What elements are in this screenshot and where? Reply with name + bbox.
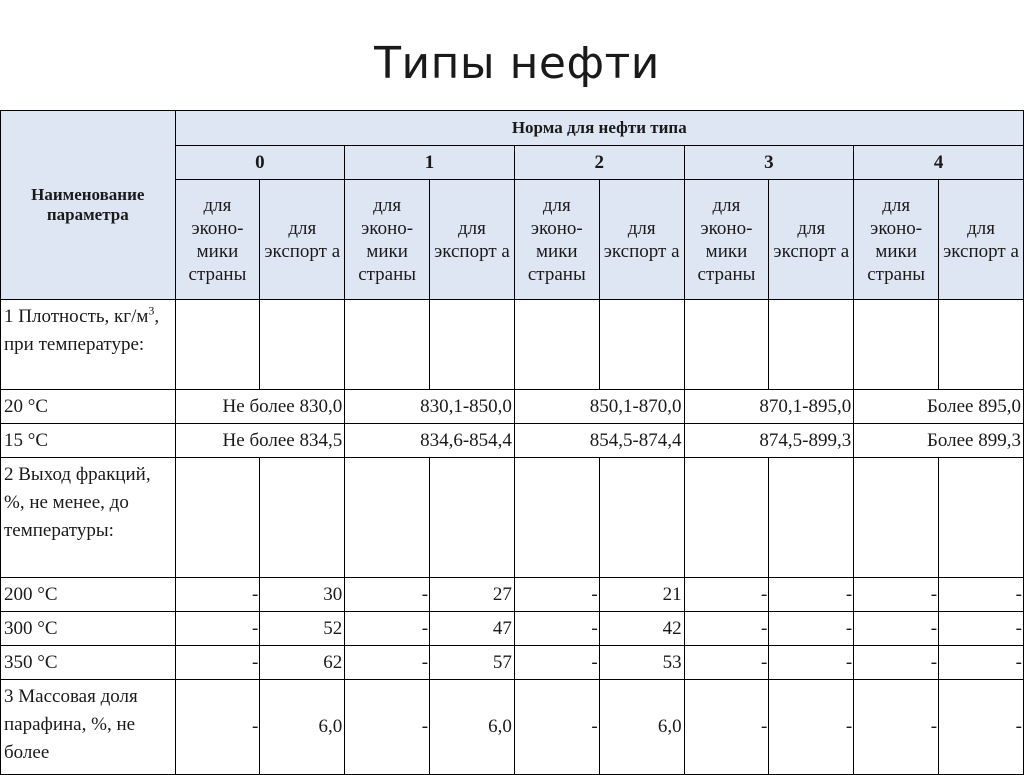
table-cell: - bbox=[514, 646, 599, 680]
table-cell: Не более 830,0 bbox=[175, 390, 345, 424]
table-cell: 6,0 bbox=[599, 680, 684, 775]
table-cell: - bbox=[684, 578, 769, 612]
oil-types-table bbox=[0, 110, 1024, 775]
table-cell: - bbox=[854, 646, 939, 680]
table-cell: - bbox=[684, 646, 769, 680]
table-cell: - bbox=[175, 578, 260, 612]
table-cell: - bbox=[514, 578, 599, 612]
row-label-f200: 200 °С bbox=[1, 578, 176, 612]
sub-domestic: для эконо-мики страны bbox=[514, 180, 599, 300]
table-cell: 52 bbox=[260, 612, 345, 646]
table-cell: - bbox=[939, 646, 1024, 680]
table-cell: 57 bbox=[430, 646, 515, 680]
table-cell: - bbox=[939, 578, 1024, 612]
type-header-0: 0 bbox=[175, 146, 345, 180]
table-cell: - bbox=[514, 680, 599, 775]
sub-export: для экспорт а bbox=[939, 180, 1024, 300]
table-cell: - bbox=[175, 612, 260, 646]
table-cell: - bbox=[939, 612, 1024, 646]
table-cell: - bbox=[769, 612, 854, 646]
type-header-2: 2 bbox=[514, 146, 684, 180]
table-cell: 834,6-854,4 bbox=[345, 424, 515, 458]
table-cell: - bbox=[769, 680, 854, 775]
table-cell: - bbox=[854, 612, 939, 646]
page-title: Типы нефти bbox=[374, 38, 660, 89]
table-cell: - bbox=[345, 578, 430, 612]
row-label-density: 1 Плотность, $кг/м^3$, при температуре: bbox=[1, 300, 176, 390]
table-cell: - bbox=[684, 680, 769, 775]
table-cell: 6,0 bbox=[260, 680, 345, 775]
row-label-t20: 20 °С bbox=[1, 390, 176, 424]
table-cell: 850,1-870,0 bbox=[514, 390, 684, 424]
table-cell: Не более 834,5 bbox=[175, 424, 345, 458]
table-cell: 27 bbox=[430, 578, 515, 612]
type-header-1: 1 bbox=[345, 146, 515, 180]
table-cell: 62 bbox=[260, 646, 345, 680]
type-header-3: 3 bbox=[684, 146, 854, 180]
table-cell: 874,5-899,3 bbox=[684, 424, 854, 458]
table-cell: 53 bbox=[599, 646, 684, 680]
table-cell: 42 bbox=[599, 612, 684, 646]
sub-domestic: для эконо-мики страны bbox=[854, 180, 939, 300]
table-cell: - bbox=[769, 646, 854, 680]
table-cell: 830,1-850,0 bbox=[345, 390, 515, 424]
table-cell: 21 bbox=[599, 578, 684, 612]
table-cell: - bbox=[514, 612, 599, 646]
param-name-header: Наименование параметра bbox=[1, 111, 176, 300]
sub-domestic: для эконо-мики страны bbox=[175, 180, 260, 300]
row-label-f300: 300 °С bbox=[1, 612, 176, 646]
table-cell: - bbox=[769, 578, 854, 612]
table-cell: 6,0 bbox=[430, 680, 515, 775]
sub-domestic: для эконо-мики страны bbox=[684, 180, 769, 300]
row-label-fractions: 2 Выход фракций, %, не менее, до температуры: bbox=[1, 458, 176, 578]
sub-domestic: для эконо-мики страны bbox=[345, 180, 430, 300]
table-cell: - bbox=[175, 680, 260, 775]
table-cell: Более 895,0 bbox=[854, 390, 1024, 424]
norm-header: Норма для нефти типа bbox=[175, 111, 1023, 146]
sub-export: для экспорт а bbox=[430, 180, 515, 300]
density-unit-sup: 3 bbox=[148, 303, 155, 318]
table-cell: - bbox=[345, 680, 430, 775]
row-label-f350: 350 °С bbox=[1, 646, 176, 680]
sub-export: для экспорт а bbox=[769, 180, 854, 300]
table-cell: 854,5-874,4 bbox=[514, 424, 684, 458]
type-header-4: 4 bbox=[854, 146, 1024, 180]
table-cell: 870,1-895,0 bbox=[684, 390, 854, 424]
table-cell: 47 bbox=[430, 612, 515, 646]
table-cell: - bbox=[345, 612, 430, 646]
table-cell: - bbox=[854, 578, 939, 612]
table-cell: - bbox=[684, 612, 769, 646]
table-cell: - bbox=[345, 646, 430, 680]
row-label-paraffin: 3 Массовая доля парафина, %, не более bbox=[1, 680, 176, 775]
sub-export: для экспорт а bbox=[599, 180, 684, 300]
row-label-t15: 15 °С bbox=[1, 424, 176, 458]
table-cell: - bbox=[939, 680, 1024, 775]
table-cell: - bbox=[175, 646, 260, 680]
table-cell: 30 bbox=[260, 578, 345, 612]
sub-export: для экспорт а bbox=[260, 180, 345, 300]
table-cell: - bbox=[854, 680, 939, 775]
table-cell: Более 899,3 bbox=[854, 424, 1024, 458]
